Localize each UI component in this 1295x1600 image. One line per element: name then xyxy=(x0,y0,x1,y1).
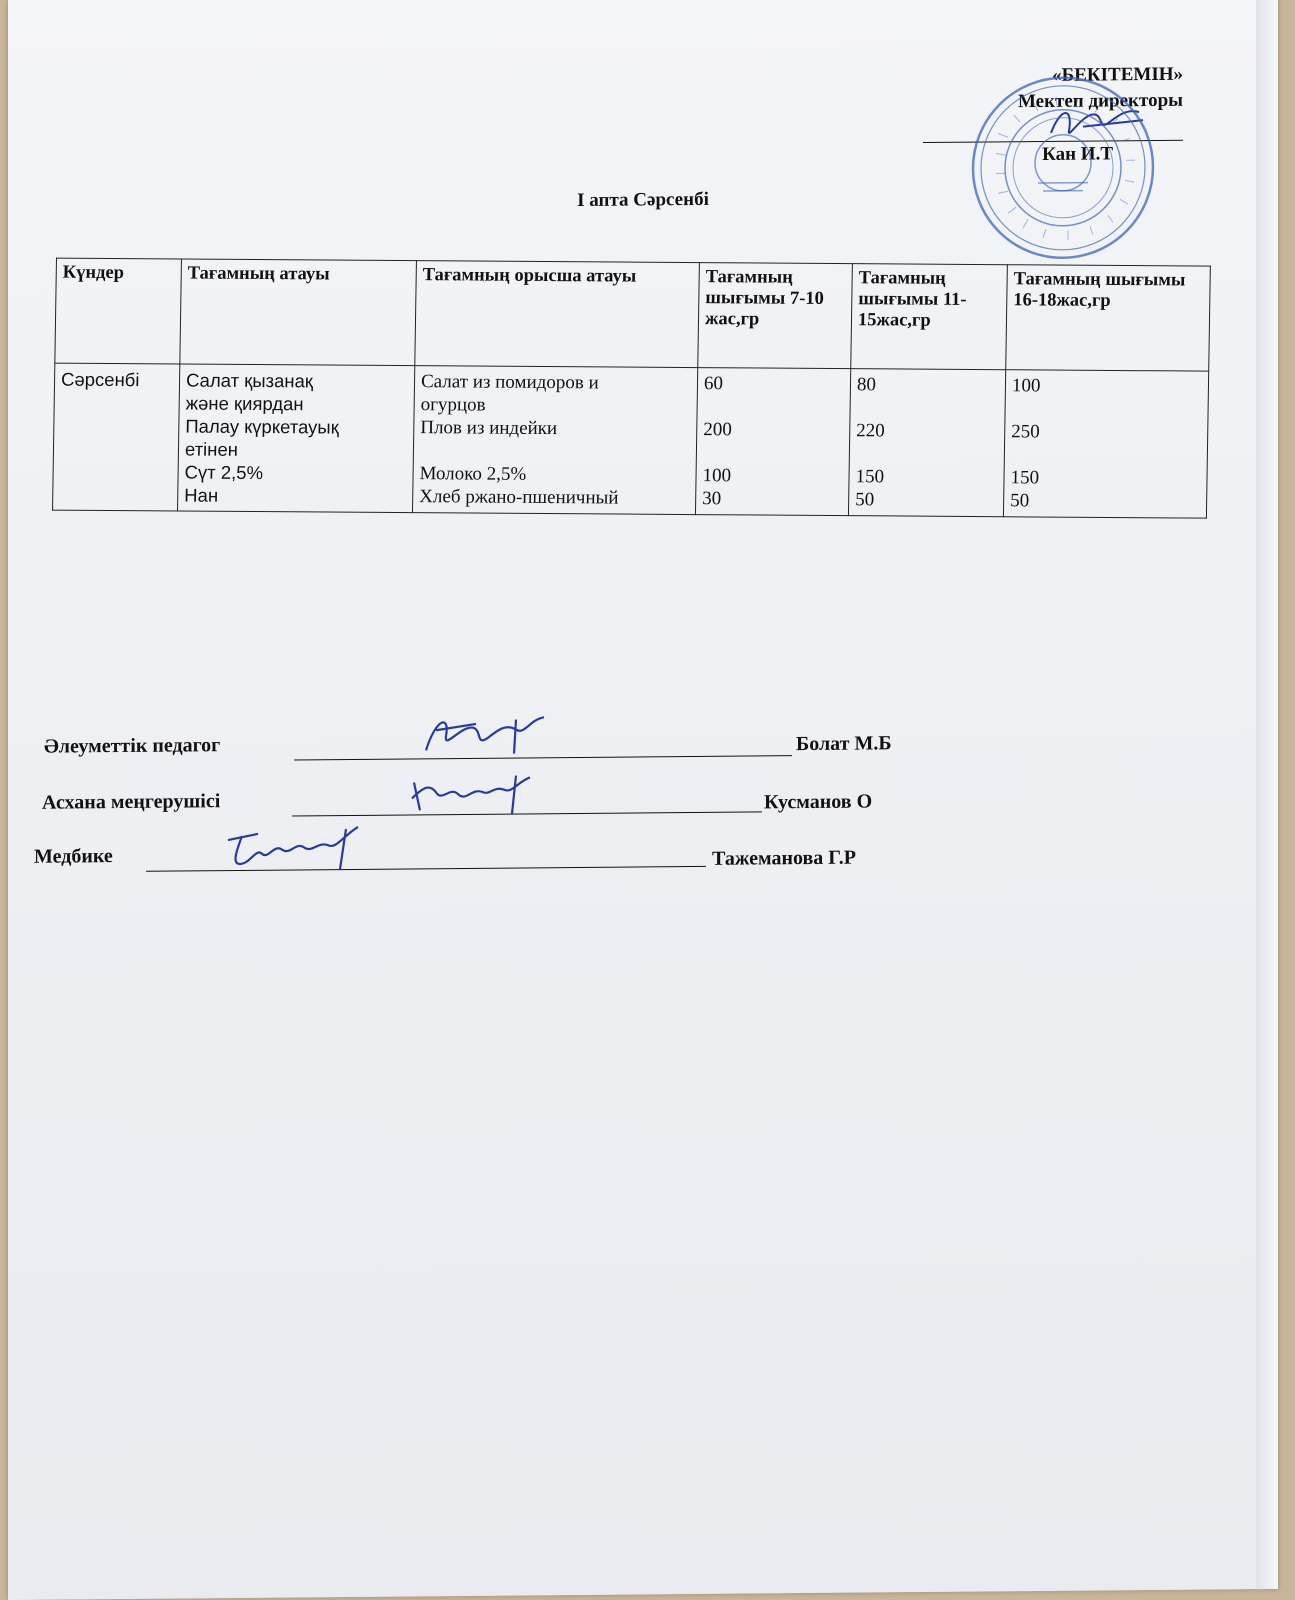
yield-16-18-cell xyxy=(1003,370,1208,518)
spacer xyxy=(703,395,843,419)
ru-item: Салат из помидоров и xyxy=(420,371,599,394)
header-kz-name: Тағамның атауы xyxy=(180,259,417,366)
kz-item: Салат қызанақ xyxy=(185,369,314,392)
signatory-name: Болат М.Б xyxy=(796,732,892,756)
approval-word: «БЕКІТЕМІН» xyxy=(1052,63,1183,86)
header-days: Күндер xyxy=(55,258,182,364)
yield-11-15-cell xyxy=(848,369,1005,517)
signature-block-nurse xyxy=(34,832,934,880)
kz-item: және қиярдан xyxy=(185,392,304,415)
spacer xyxy=(1011,397,1201,421)
signature-block-social-pedagogue xyxy=(44,722,944,770)
signature-mark xyxy=(416,709,556,762)
kz-item: Сүт 2,5% xyxy=(184,461,264,484)
signatory-name: Кусманов О xyxy=(764,790,873,814)
signature-mark xyxy=(218,819,368,876)
day-cell: Сәрсенбі xyxy=(53,363,180,511)
ru-item-spacer xyxy=(420,439,690,464)
spacer xyxy=(703,441,843,465)
table-row xyxy=(53,363,1209,518)
ru-item: Молоко 2,5% xyxy=(419,463,527,485)
kz-item: етінен xyxy=(184,438,239,460)
menu-table xyxy=(52,258,1211,519)
yield-value: 50 xyxy=(855,489,875,511)
yield-value: 30 xyxy=(702,488,722,510)
ru-item: огурцов xyxy=(420,394,486,416)
director-name: Кан И.Т xyxy=(1042,143,1113,165)
yield-value: 60 xyxy=(703,373,724,395)
header-ru-name: Тағамның орысша атауы xyxy=(415,261,700,368)
kz-items-cell xyxy=(178,364,415,513)
official-stamp xyxy=(968,72,1158,264)
kz-item: Нан xyxy=(184,484,219,506)
header-yield-7-10: Тағамның шығымы 7-10 жас,гр xyxy=(698,263,853,369)
spacer xyxy=(1011,443,1201,467)
header-yield-16-18: Тағамның шығымы 16-18жас,гр xyxy=(1006,265,1211,371)
week-title: І апта Сәрсенбі xyxy=(577,188,709,212)
approval-position: Мектеп директоры xyxy=(1017,89,1183,113)
spacer xyxy=(856,442,998,466)
signature-block-canteen-head xyxy=(42,778,942,826)
kz-item: Палау күркетауық xyxy=(185,415,339,438)
document-page xyxy=(8,0,1278,1600)
ru-item: Хлеб ржано-пшеничный xyxy=(419,486,619,509)
yield-value: 150 xyxy=(855,466,885,488)
yield-value: 80 xyxy=(856,374,877,396)
table-header-row xyxy=(55,258,1211,371)
page-edge xyxy=(1256,0,1278,1589)
signature-mark xyxy=(406,767,546,820)
yield-value: 100 xyxy=(702,465,732,487)
yield-value: 220 xyxy=(856,420,885,442)
yield-value: 100 xyxy=(1011,375,1041,397)
signature-role: Әлеуметтік педагог xyxy=(44,734,221,758)
signatory-name: Тажеманова Г.Р xyxy=(712,846,856,870)
header-yield-11-15: Тағамның шығымы 11-15жас,гр xyxy=(851,264,1008,370)
yield-value: 150 xyxy=(1010,467,1040,489)
yield-value: 50 xyxy=(1010,490,1030,512)
signature-role: Медбике xyxy=(34,845,113,868)
spacer xyxy=(856,396,998,420)
ru-item: Плов из индейки xyxy=(420,417,558,440)
yield-value: 250 xyxy=(1011,421,1040,443)
yield-7-10-cell xyxy=(695,368,850,516)
yield-value: 200 xyxy=(703,419,732,441)
ru-items-cell xyxy=(412,366,697,515)
signature-role: Асхана меңгерушісі xyxy=(42,790,221,814)
